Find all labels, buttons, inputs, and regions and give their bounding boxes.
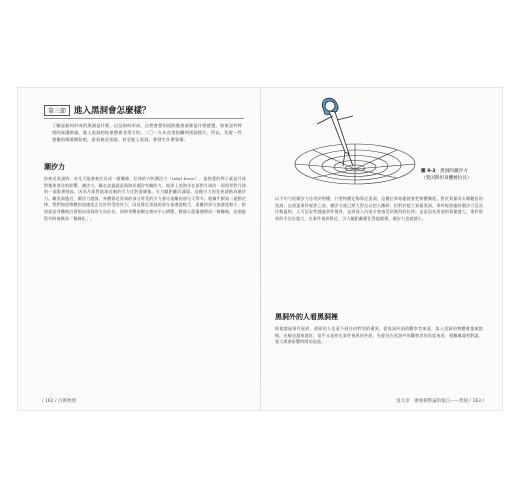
figure-subtitle: （愛因斯坦身體被拉長） [421,176,472,181]
book-spread [18,88,502,410]
section-tag: 第三節 [44,105,70,116]
intro-paragraph: 了解是如何形成的黑洞是什麼，以及如何形成，自然會想知道跌進黑洞會是什麼感覺。如果沒有特別的保護措施，進入黑洞的結果將會非常可怕。二〇一九年首度拍攝到黑洞照片，所以，先從一些想像的情境開始吧，看看接近黑洞、甚至進入黑洞，會發生什麼事情。 [52,123,242,142]
right-body-text-1: 以不均勻的潮汐力作用於物體，只要物體足夠靠近黑洞，這種拉伸效應就會把物體撕裂。對於質量為太陽數倍的黑洞，在到達事件視界之前，潮汐力就已經大得足以把人撕碎；但對於超大質量黑洞，事件視界處的潮汐力反而比較溫和，人可以安然越過事件視界，直到深入內部才會感受到強烈的拉伸。這是因為黑洞的質量越大，事件視界的半徑也越大，在事件視界附近，引力隨距離變化得越緩慢，潮汐力也就越小。 [275,196,483,221]
section-title: 進入黑洞會怎麼樣？ [74,106,151,116]
right-body-text-2: 即使越過事件視界，裡面的人也看不到任何特別的邊界。從黑洞外面的觀察者來看，落入黑洞的物體會越來越慢，光線也越來越紅，似乎永遠停在事件視界的外面，先從站在黑洞外的觀察者的角度來看，根據廣義相對論，重力場會影響時間的流逝。 [275,326,483,345]
left-page [18,88,260,410]
page-footer-left: / 162 / 百萬物理 [42,399,76,404]
figure-title: 黑洞的潮汐力 [440,169,468,174]
subhead-outside-view: 黑洞外的人看黑洞裡 [275,313,338,321]
page-footer-right: 第九章 廣義相對論的預言——黑洞 / 163 / [396,399,484,404]
section-rule [44,118,244,119]
figure-number: 圖 9-3 [421,169,436,174]
subhead-tidal-force: 潮汐力 [44,163,65,171]
left-body-text: 你接近黑洞時，首先可能會被拉長成一根麵條，拉伸的力叫潮汐力（tidal force），最熟悉的例子就是月球對地球海洋的影響。潮汐力，顧名思義就是與海洋潮汐有關的力，地球上的海水在面對月球的一面與背對月球的一面都會隆起，因為月球對地球近側的引力比對遠側強，引力隨距離而減弱。這種引力的差異就稱為潮汐力。離黑洞越近，潮汐力越強，身體靠近黑洞的部分所受的引力會比遠離的部分大得多。根據牛頓第二運動定律，我們知道物體的加速度正比於所受的外力，因此靠近黑洞的部分加速度較大，遠離的部分加速度較小，結果就是身體被沿著指向黑洞的方向拉長。同時身體兩側也會向中心擠壓，整個人就像被擠成一條麵條，這個過程有時被稱為「麵條化」。 [44,176,246,221]
right-page [261,88,502,410]
figure-caption [421,168,495,182]
section-heading [44,104,151,116]
tidal-force-illustration [293,94,417,192]
